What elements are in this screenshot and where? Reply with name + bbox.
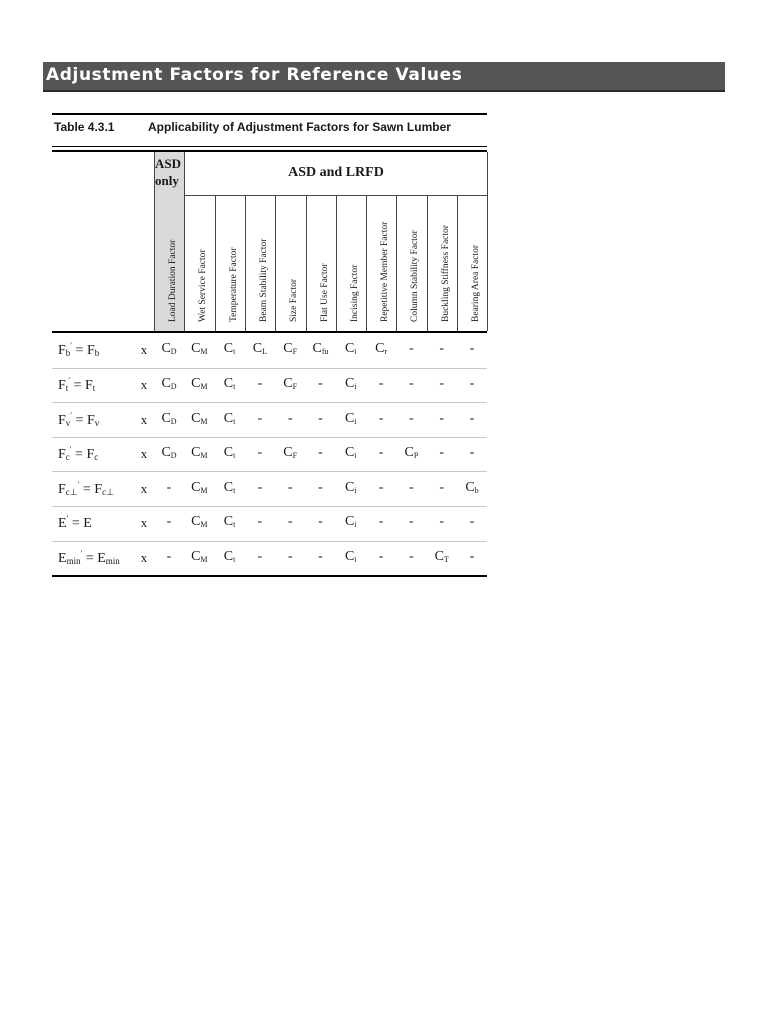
- factor-symbol: -: [409, 479, 414, 495]
- factor-subscript: F: [292, 381, 298, 391]
- factor-subscript: i: [354, 347, 357, 357]
- row-label-subscript: b: [65, 348, 71, 359]
- factor-cell: [396, 445, 426, 461]
- row-label: [58, 411, 99, 429]
- factor-symbol: C: [161, 445, 171, 461]
- column-header-label: Size Factor: [289, 278, 300, 322]
- factor-cell: [154, 514, 184, 530]
- column-divider: [275, 196, 276, 331]
- row-label-equals: =: [82, 550, 98, 566]
- row-label-subscript: c⊥: [65, 486, 78, 497]
- multiply-symbol: x: [140, 411, 148, 427]
- factor-symbol: -: [318, 479, 323, 495]
- multiply-symbol: x: [140, 376, 148, 392]
- factor-cell: [275, 341, 305, 357]
- column-divider: [396, 196, 397, 331]
- factor-symbol: -: [439, 514, 445, 530]
- factor-cell: [336, 341, 366, 357]
- factor-symbol: -: [318, 445, 323, 461]
- column-header: [366, 198, 396, 331]
- factor-cell: [215, 549, 245, 565]
- factor-cell: [245, 411, 275, 427]
- factor-subscript: r: [384, 347, 388, 357]
- factor-cell: [245, 480, 275, 496]
- column-header-label: Incising Factor: [349, 264, 360, 322]
- column-header-label: Flat Use Factor: [319, 263, 330, 322]
- column-header-label: Wet Service Factor: [198, 249, 209, 322]
- factor-symbol: C: [223, 514, 234, 530]
- factor-symbol: -: [287, 479, 293, 495]
- factor-cell: [184, 514, 214, 530]
- row-label: [58, 376, 95, 394]
- factor-symbol: -: [257, 479, 263, 495]
- factor-subscript: M: [200, 520, 208, 530]
- factor-symbol: C: [191, 341, 201, 357]
- row-label-subscript: t: [65, 382, 69, 393]
- row-label-equals: =: [72, 343, 87, 359]
- factor-cell: [184, 411, 214, 427]
- factor-cell: [154, 445, 184, 461]
- factor-symbol: C: [223, 341, 234, 357]
- factor-symbol: -: [378, 479, 384, 495]
- factor-cell: [275, 376, 305, 392]
- factor-cell: [396, 341, 426, 357]
- row-label-rhs-subscript: c⊥: [102, 486, 114, 497]
- row-label-subscript: min: [66, 555, 81, 566]
- factor-symbol: -: [378, 375, 384, 391]
- factor-cell: [457, 341, 487, 357]
- factor-cell: [306, 445, 336, 461]
- section-banner: [43, 62, 725, 92]
- factor-subscript: M: [200, 554, 208, 564]
- factor-symbol: C: [223, 548, 234, 564]
- row-label-rhs-subscript: c: [94, 452, 99, 463]
- factor-subscript: M: [200, 347, 208, 357]
- factor-subscript: D: [170, 381, 177, 391]
- adjustment-factors-table: [52, 113, 487, 579]
- factor-symbol: C: [465, 479, 475, 495]
- factor-subscript: b: [474, 485, 479, 495]
- factor-cell: [245, 514, 275, 530]
- factor-symbol: C: [404, 445, 414, 461]
- row-label-rhs-symbol: F: [86, 447, 95, 463]
- factor-symbol: -: [318, 410, 323, 426]
- factor-cell: [366, 411, 396, 427]
- factor-cell: [396, 480, 426, 496]
- column-header: [427, 198, 457, 331]
- factor-subscript: fu: [321, 347, 329, 357]
- factor-symbol: C: [191, 445, 201, 461]
- row-label-equals: =: [79, 481, 95, 497]
- factor-cell: [427, 341, 457, 357]
- factor-symbol: -: [166, 479, 172, 495]
- column-header: [396, 198, 426, 331]
- factor-symbol: C: [161, 410, 171, 426]
- factor-cell: [275, 480, 305, 496]
- factor-cell: [336, 445, 366, 461]
- row-label: [58, 445, 98, 463]
- column-header-label: Beam Stability Factor: [258, 238, 269, 322]
- column-header: [245, 198, 275, 331]
- factor-subscript: i: [354, 416, 357, 426]
- row-label: [58, 480, 114, 498]
- factor-symbol: -: [469, 514, 475, 530]
- factor-subscript: i: [354, 554, 357, 564]
- factor-cell: [306, 411, 336, 427]
- factor-symbol: -: [469, 548, 475, 564]
- column-header-label: Column Stability Factor: [410, 230, 421, 322]
- factor-symbol: -: [257, 514, 263, 530]
- factor-symbol: C: [191, 375, 201, 391]
- row-label-equals: =: [71, 447, 87, 463]
- column-header-label: Buckling Stiffness Factor: [440, 225, 451, 322]
- factor-subscript: M: [200, 451, 208, 461]
- factor-cell: [184, 341, 214, 357]
- row-label-prime: ′: [66, 514, 69, 524]
- column-divider: [427, 196, 428, 331]
- factor-symbol: C: [345, 548, 355, 564]
- row-label-prime: ′: [69, 445, 72, 455]
- row-label-rhs-subscript: b: [94, 348, 100, 359]
- row-label-rhs-symbol: E: [97, 550, 106, 566]
- column-header: [457, 198, 487, 331]
- factor-symbol: -: [287, 514, 293, 530]
- column-header-label: Temperature Factor: [228, 247, 239, 322]
- factor-subscript: t: [233, 347, 236, 357]
- row-label-symbol: F: [58, 377, 66, 393]
- row-label-rhs-symbol: F: [86, 343, 95, 359]
- factor-symbol: -: [318, 548, 323, 564]
- factor-symbol: C: [345, 445, 355, 461]
- multiply-symbol: x: [140, 515, 148, 531]
- row-label-rhs-symbol: E: [83, 516, 92, 532]
- factor-cell: [427, 411, 457, 427]
- header-bottom-rule: [52, 331, 487, 333]
- factor-cell: [184, 376, 214, 392]
- row-divider: [52, 368, 487, 369]
- section-title: Adjustment Factors for Reference Values: [46, 65, 463, 85]
- row-label-equals: =: [72, 412, 87, 428]
- factor-symbol: -: [409, 410, 414, 426]
- row-label-rhs-symbol: F: [94, 481, 103, 497]
- factor-symbol: C: [161, 341, 171, 357]
- factor-cell: [396, 514, 426, 530]
- factor-cell: [396, 549, 426, 565]
- table-bottom-rule: [52, 575, 487, 577]
- factor-symbol: C: [191, 410, 201, 426]
- row-label-rhs-symbol: F: [86, 412, 95, 428]
- column-header: [215, 198, 245, 331]
- factor-symbol: C: [223, 479, 234, 495]
- factor-subscript: t: [233, 554, 236, 564]
- factor-symbol: C: [191, 514, 201, 530]
- factor-cell: [275, 411, 305, 427]
- factor-symbol: C: [191, 548, 201, 564]
- column-divider: [245, 196, 246, 331]
- factor-symbol: C: [283, 445, 293, 461]
- factor-cell: [306, 549, 336, 565]
- factor-symbol: C: [434, 548, 444, 564]
- column-divider: [215, 196, 216, 331]
- factor-cell: [427, 445, 457, 461]
- factor-cell: [427, 549, 457, 565]
- factor-symbol: -: [378, 514, 384, 530]
- factor-symbol: -: [439, 479, 445, 495]
- factor-subscript: F: [292, 451, 298, 461]
- column-header: [275, 198, 305, 331]
- factor-cell: [154, 376, 184, 392]
- factor-symbol: -: [409, 514, 414, 530]
- factor-subscript: T: [443, 554, 449, 564]
- factor-symbol: C: [283, 375, 293, 391]
- column-header-label: Bearing Area Factor: [471, 244, 481, 322]
- factor-subscript: i: [354, 485, 357, 495]
- row-label-prime: ′: [70, 341, 73, 351]
- factor-cell: [154, 480, 184, 496]
- factor-symbol: C: [345, 514, 355, 530]
- row-divider: [52, 437, 487, 438]
- row-divider: [52, 541, 487, 542]
- factor-subscript: i: [354, 381, 357, 391]
- row-label: [58, 341, 99, 359]
- factor-cell: [275, 549, 305, 565]
- table-top-rule: [52, 113, 487, 115]
- factor-cell: [366, 549, 396, 565]
- factor-subscript: D: [170, 416, 177, 426]
- factor-symbol: C: [252, 341, 263, 357]
- row-label: [58, 549, 120, 567]
- row-label-symbol: F: [58, 481, 66, 497]
- factor-symbol: C: [223, 445, 234, 461]
- factor-symbol: -: [257, 445, 263, 461]
- factor-symbol: -: [469, 341, 475, 357]
- factor-subscript: M: [200, 485, 208, 495]
- factor-symbol: C: [345, 479, 355, 495]
- factor-cell: [366, 480, 396, 496]
- factor-cell: [457, 514, 487, 530]
- row-label-equals: =: [70, 377, 85, 393]
- factor-symbol: -: [469, 445, 475, 461]
- factor-subscript: D: [170, 347, 177, 357]
- factor-cell: [366, 514, 396, 530]
- factor-cell: [215, 445, 245, 461]
- factor-symbol: C: [161, 375, 171, 391]
- factor-cell: [154, 341, 184, 357]
- factor-cell: [336, 480, 366, 496]
- factor-cell: [306, 341, 336, 357]
- row-label-prime: ′: [77, 479, 80, 489]
- factor-symbol: -: [287, 548, 293, 564]
- multiply-symbol: x: [140, 342, 148, 358]
- factor-cell: [457, 445, 487, 461]
- factor-cell: [184, 445, 214, 461]
- row-divider: [52, 402, 487, 403]
- factor-cell: [184, 549, 214, 565]
- factor-cell: [427, 376, 457, 392]
- row-label-prime: ′: [68, 375, 71, 385]
- factor-symbol: -: [378, 548, 384, 564]
- row-label-subscript: c: [65, 452, 70, 463]
- factor-cell: [215, 411, 245, 427]
- column-divider: [487, 152, 488, 331]
- factor-symbol: -: [378, 445, 384, 461]
- header-top-rule: [52, 150, 487, 152]
- column-header: [154, 198, 184, 331]
- factor-subscript: i: [354, 520, 357, 530]
- factor-cell: [245, 341, 275, 357]
- factor-symbol: C: [283, 341, 293, 357]
- factor-cell: [336, 549, 366, 565]
- row-label-rhs-symbol: F: [84, 377, 93, 393]
- column-header: [306, 198, 336, 331]
- factor-cell: [245, 376, 275, 392]
- factor-cell: [215, 341, 245, 357]
- factor-symbol: -: [409, 341, 414, 357]
- factor-cell: [275, 445, 305, 461]
- factor-cell: [427, 514, 457, 530]
- column-header: [184, 198, 214, 331]
- factor-cell: [366, 445, 396, 461]
- column-header-label: Load Duration Factor: [168, 239, 178, 322]
- factor-cell: [154, 549, 184, 565]
- factor-symbol: -: [257, 548, 263, 564]
- factor-cell: [427, 480, 457, 496]
- factor-cell: [457, 376, 487, 392]
- factor-cell: [245, 549, 275, 565]
- factor-symbol: -: [378, 410, 384, 426]
- factor-subscript: t: [233, 381, 236, 391]
- factor-symbol: C: [312, 341, 322, 357]
- asd-lrfd-label: ASD and LRFD: [288, 165, 384, 180]
- factor-cell: [306, 376, 336, 392]
- factor-cell: [457, 549, 487, 565]
- factor-subscript: M: [200, 416, 208, 426]
- column-divider: [184, 152, 185, 331]
- factor-cell: [366, 376, 396, 392]
- row-label-symbol: F: [58, 412, 66, 428]
- factor-cell: [336, 411, 366, 427]
- factor-symbol: -: [439, 410, 445, 426]
- row-label-symbol: F: [58, 343, 66, 359]
- row-label-symbol: E: [58, 516, 67, 532]
- column-divider: [154, 152, 155, 331]
- factor-subscript: D: [170, 451, 177, 461]
- factor-symbol: C: [345, 375, 355, 391]
- caption-rule: [52, 146, 487, 147]
- factor-cell: [215, 480, 245, 496]
- row-label-rhs-subscript: v: [94, 417, 100, 428]
- factor-cell: [336, 376, 366, 392]
- factor-symbol: -: [166, 514, 172, 530]
- table-number: Table 4.3.1: [54, 120, 115, 134]
- factor-cell: [396, 376, 426, 392]
- factor-symbol: C: [375, 341, 385, 357]
- factor-symbol: -: [469, 410, 475, 426]
- factor-cell: [275, 514, 305, 530]
- row-divider: [52, 506, 487, 507]
- factor-symbol: C: [223, 375, 234, 391]
- row-label-symbol: F: [58, 447, 66, 463]
- multiply-symbol: x: [140, 480, 148, 496]
- row-label-rhs-subscript: t: [92, 382, 96, 393]
- factor-subscript: P: [413, 451, 419, 461]
- row-label-equals: =: [68, 516, 84, 532]
- factor-symbol: C: [223, 410, 234, 426]
- row-divider: [52, 471, 487, 472]
- factor-symbol: -: [409, 548, 414, 564]
- factor-subscript: t: [233, 485, 236, 495]
- factor-symbol: -: [469, 375, 475, 391]
- asd-only-label: ASD only: [155, 156, 182, 188]
- factor-symbol: -: [257, 375, 263, 391]
- row-label-rhs-subscript: min: [105, 555, 120, 566]
- factor-cell: [457, 411, 487, 427]
- factor-cell: [215, 514, 245, 530]
- column-divider: [306, 196, 307, 331]
- factor-symbol: -: [257, 410, 263, 426]
- row-label-subscript: v: [65, 417, 71, 428]
- factor-cell: [306, 480, 336, 496]
- multiply-symbol: x: [140, 549, 148, 565]
- factor-cell: [245, 445, 275, 461]
- factor-cell: [184, 480, 214, 496]
- factor-subscript: F: [292, 347, 298, 357]
- factor-cell: [306, 514, 336, 530]
- table-caption: Applicability of Adjustment Factors for Sawn Lumber: [148, 120, 451, 134]
- factor-cell: [457, 480, 487, 496]
- factor-cell: [154, 411, 184, 427]
- factor-cell: [366, 341, 396, 357]
- factor-subscript: i: [354, 451, 357, 461]
- factor-cell: [336, 514, 366, 530]
- factor-symbol: -: [318, 514, 323, 530]
- row-label: [58, 514, 92, 532]
- factor-symbol: -: [318, 375, 323, 391]
- factor-subscript: t: [233, 520, 236, 530]
- row-label-prime: ′: [70, 410, 73, 420]
- factor-symbol: -: [439, 375, 445, 391]
- column-divider: [336, 196, 337, 331]
- factor-symbol: C: [345, 341, 355, 357]
- column-header: [336, 198, 366, 331]
- row-label-prime: ′: [80, 548, 83, 558]
- column-divider: [457, 196, 458, 331]
- factor-subscript: L: [262, 347, 267, 357]
- factor-symbol: -: [166, 548, 172, 564]
- factor-symbol: -: [439, 445, 445, 461]
- factor-symbol: -: [409, 375, 414, 391]
- factor-symbol: C: [191, 479, 201, 495]
- factor-subscript: M: [200, 381, 208, 391]
- row-label-symbol: E: [58, 550, 67, 566]
- column-divider: [366, 196, 367, 331]
- column-header-label: Repetitive Member Factor: [380, 221, 391, 322]
- factor-cell: [215, 376, 245, 392]
- multiply-symbol: x: [140, 446, 148, 462]
- factor-cell: [396, 411, 426, 427]
- factor-symbol: C: [345, 410, 355, 426]
- factor-subscript: t: [233, 416, 236, 426]
- factor-subscript: t: [233, 451, 236, 461]
- factor-symbol: -: [439, 341, 445, 357]
- factor-symbol: -: [287, 410, 293, 426]
